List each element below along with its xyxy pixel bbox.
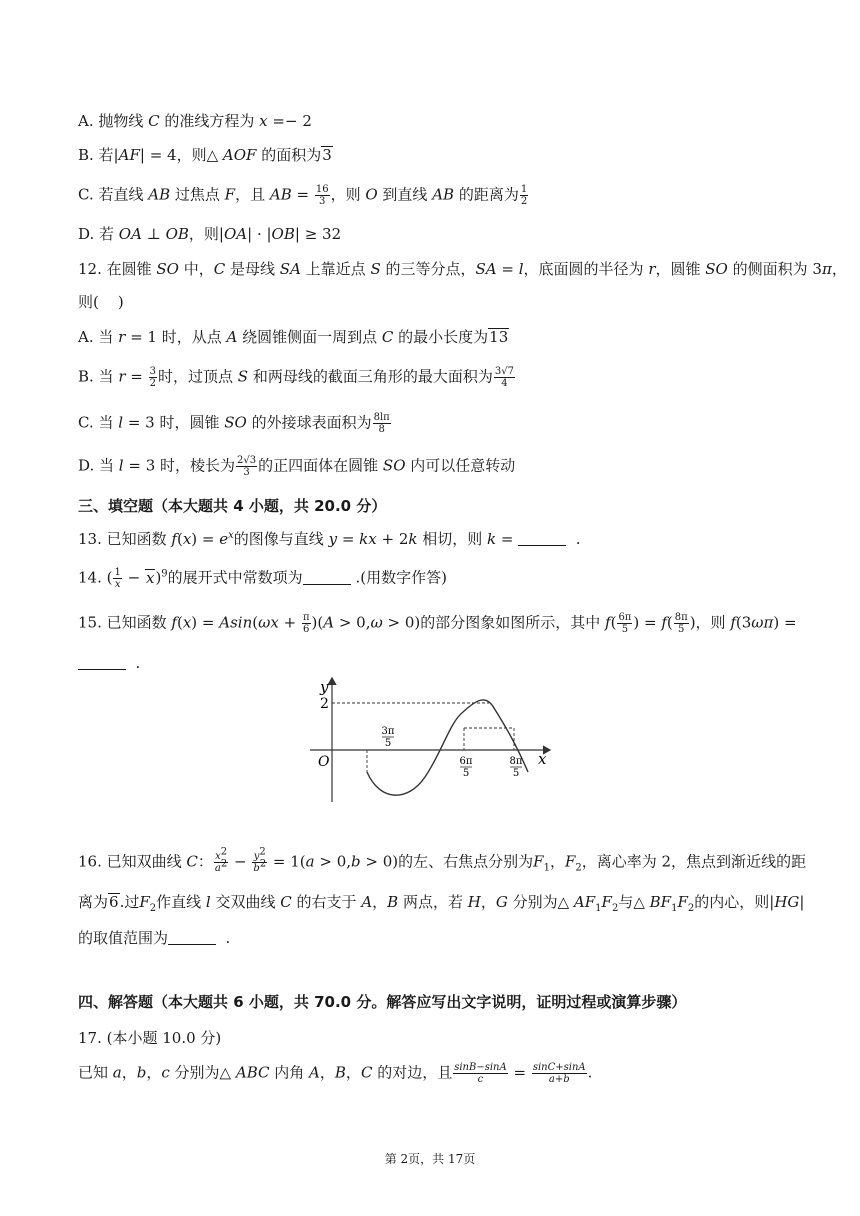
x-axis-label: x [538,750,547,768]
q15-line1: 15. 已知函数 f(x) = Asin(ωx + $\frac{\pi}{6}$ )(A > 0,ω > 0)的部分图象如图所示，其中 f( $\frac{6\pi}{5}$ ) = f( $\frac{8\pi}{5}$ )，则 f(3ωπ) = [78,612,797,635]
origin-label: O [318,754,330,770]
section-3-title: 三、填空题（本大题共 4 小题，共 20.0 分） [78,497,387,515]
tick-6pi-5: 6π [459,756,473,767]
q11-option-a: A. 抛物线 C 的准线方程为 x =− 2 [78,112,312,130]
q12-stem: 12. 在圆锥 SO 中，C 是母线 SA 上靠近点 S 的三等分点，SA = l，底面圆的半径为 r，圆锥 SO 的侧面积为 3π， [78,260,847,278]
q12-option-c: C. 当 l = 3 时，圆锥 SO 的外接球表面积为 $\frac{8l\pi}{8}$ [78,412,390,435]
q16-line2: 离为6.过$F_2$作直线 l 交双曲线 C 的右支于 A，B 两点，若 H，G 分别为△ $AF_1F_2$与△ $BF_1F_2$的内心，则|HG| [78,893,805,914]
svg-text:5: 5 [384,738,392,749]
q11-option-d: D. 若 OA ⊥ OB，则|OA| · |OB| ≥ 32 [78,225,342,243]
q12-option-b: B. 当 r = $\frac{3}{2}$ 时，过顶点 S 和两母线的截面三角形的最大面积为 $\frac{3√7}{4}$ [78,366,514,389]
q12-option-d: D. 当 l = 3 时，棱长为 $\frac{2√3}{3}$ 的正四面体在圆锥 SO 内可以任意转动 [78,455,516,478]
q14: 14. ( $\frac{1}{x}$ − x)$^9$的展开式中常数项为 .(用数字作答) [78,567,447,590]
y-tick-2: 2 [320,696,329,712]
tick-8pi-5: 8π [509,756,523,767]
sine-graph [300,672,560,807]
svg-text:5: 5 [512,768,520,779]
q11-option-b: B. 若|AF| = 4，则△ AOF 的面积为3 [78,146,332,164]
tick-3pi-5: 3π [381,726,395,737]
y-axis-label: y [320,678,329,696]
q16-line3: 的取值范围为 . [78,929,231,947]
page-footer: 第 2页，共 17页 [384,1152,476,1166]
q17-body: 已知 a，b，c 分别为△ ABC 内角 A，B，C 的对边，且 $\frac{\sin B-\sin A}{c}$ = $\frac{\sin C+\sin A}{a+b}$ . [78,1062,593,1085]
q17-head: 17. (本小题 10.0 分) [78,1029,222,1047]
q12-option-a: A. 当 r = 1 时，从点 A 绕圆锥侧面一周到点 C 的最小长度为13 [78,328,509,346]
q15-line2: . [78,653,800,673]
q11-option-c: C. 若直线 AB 过焦点 F，且 AB = $\frac{16}{3}$ ，则 O 到直线 AB 的距离为 $\frac{1}{2}$ [78,184,528,207]
q12-stem-2: 则( ) [78,293,124,311]
svg-text:5: 5 [462,768,470,779]
section-4-title: 四、解答题（本大题共 6 小题，共 70.0 分。解答应写出文字说明，证明过程或演算步骤） [78,993,687,1011]
q16-line1: 16. 已知双曲线 C： $\frac{x^2}{a^2}$ − $\frac{y^2}{b^2}$ = 1(a > 0,b > 0)的左、右焦点分别为$F_1$，$F_2$，离心率为 2，焦点到渐近线的距 [78,846,807,874]
q13: 13. 已知函数 $f(x) = e^x$的图像与直线 y = kx + 2k 相切，则 k = . [78,530,581,548]
